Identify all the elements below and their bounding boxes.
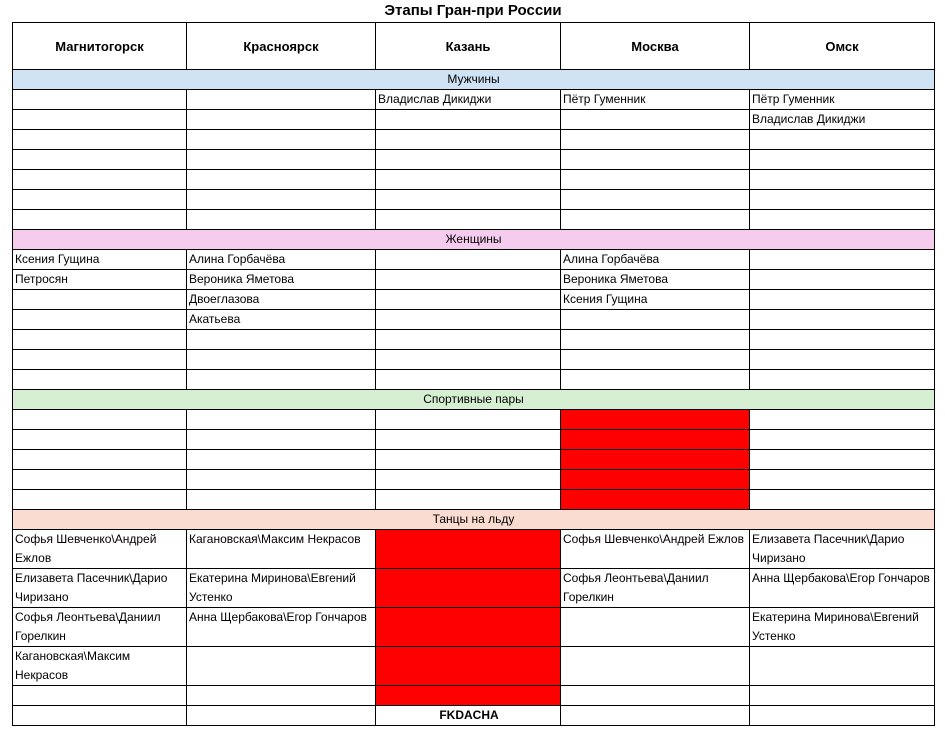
cell — [187, 350, 376, 370]
cell — [750, 470, 935, 490]
page-title: Этапы Гран-при России — [384, 2, 562, 19]
table-row — [13, 210, 935, 230]
unavailable-cell — [561, 430, 750, 450]
table-row — [13, 90, 935, 110]
column-header-omsk: Омск — [750, 23, 935, 70]
cell — [750, 210, 935, 230]
cell — [187, 647, 376, 686]
footer-row — [13, 706, 935, 726]
cell — [13, 430, 187, 450]
cell — [561, 608, 750, 647]
section-women — [13, 230, 935, 250]
cell — [750, 490, 935, 510]
cell — [376, 130, 561, 150]
cell — [13, 450, 187, 470]
cell — [561, 170, 750, 190]
table-row — [13, 490, 935, 510]
cell — [187, 150, 376, 170]
cell: Софья Шевченко\Андрей Ежлов — [13, 530, 187, 569]
cell: Анна Щербакова\Егор Гончаров — [750, 569, 935, 608]
cell — [750, 350, 935, 370]
cell — [750, 410, 935, 430]
cell — [376, 350, 561, 370]
section-label-dance: Танцы на льду — [13, 510, 935, 530]
cell — [13, 370, 187, 390]
unavailable-cell — [561, 450, 750, 470]
cell — [187, 110, 376, 130]
watermark-label: FKDACHA — [376, 706, 561, 726]
section-label-men: Мужчины — [13, 70, 935, 90]
cell: Елизавета Пасечник\Дарио Чиризано — [13, 569, 187, 608]
cell: Пётр Гуменник — [561, 90, 750, 110]
column-header-moscow: Москва — [561, 23, 750, 70]
cell: Анна Щербакова\Егор Гончаров — [187, 608, 376, 647]
table-row — [13, 110, 935, 130]
column-header-krasnoyarsk: Красноярск — [187, 23, 376, 70]
cell — [376, 190, 561, 210]
table-row — [13, 250, 935, 270]
cell — [750, 250, 935, 270]
cell — [13, 130, 187, 150]
table-row — [13, 430, 935, 450]
cell — [376, 290, 561, 310]
table-row — [13, 569, 935, 608]
column-header-magnitogorsk: Магнитогорск — [13, 23, 187, 70]
cell — [187, 330, 376, 350]
unavailable-cell — [376, 530, 561, 569]
cell: Владислав Дикиджи — [750, 110, 935, 130]
cell — [376, 150, 561, 170]
cell — [376, 370, 561, 390]
schedule-table — [12, 22, 935, 726]
cell — [561, 110, 750, 130]
cell — [13, 90, 187, 110]
cell — [13, 210, 187, 230]
cell — [561, 686, 750, 706]
section-men — [13, 70, 935, 90]
cell — [187, 450, 376, 470]
table-row — [13, 450, 935, 470]
cell — [376, 450, 561, 470]
table-row — [13, 270, 935, 290]
table-row — [13, 470, 935, 490]
cell — [187, 90, 376, 110]
cell: Владислав Дикиджи — [376, 90, 561, 110]
cell: Кагановская\Максим Некрасов — [187, 530, 376, 569]
cell: Акатьева — [187, 310, 376, 330]
cell — [561, 190, 750, 210]
cell — [750, 170, 935, 190]
cell — [187, 170, 376, 190]
cell — [561, 150, 750, 170]
cell — [750, 190, 935, 210]
cell — [750, 130, 935, 150]
unavailable-cell — [561, 470, 750, 490]
section-dance — [13, 510, 935, 530]
unavailable-cell — [376, 686, 561, 706]
cell: Софья Леонтьева\Даниил Горелкин — [561, 569, 750, 608]
cell — [187, 430, 376, 450]
table-row — [13, 170, 935, 190]
table-row — [13, 350, 935, 370]
cell: Софья Шевченко\Андрей Ежлов — [561, 530, 750, 569]
cell: Двоеглазова — [187, 290, 376, 310]
cell — [750, 370, 935, 390]
cell — [13, 490, 187, 510]
unavailable-cell — [376, 608, 561, 647]
cell — [13, 310, 187, 330]
cell — [750, 150, 935, 170]
cell — [561, 706, 750, 726]
cell: Вероника Яметова — [187, 270, 376, 290]
cell — [13, 686, 187, 706]
cell: Алина Горбачёва — [561, 250, 750, 270]
cell — [750, 430, 935, 450]
cell — [187, 190, 376, 210]
cell: Екатерина Миринова\Евгений Устенко — [750, 608, 935, 647]
header-row — [13, 23, 935, 70]
section-pairs — [13, 390, 935, 410]
cell — [376, 270, 561, 290]
cell — [750, 270, 935, 290]
cell — [187, 130, 376, 150]
table-row — [13, 290, 935, 310]
table-row — [13, 330, 935, 350]
cell — [187, 490, 376, 510]
cell: Алина Горбачёва — [187, 250, 376, 270]
cell — [13, 110, 187, 130]
cell — [187, 706, 376, 726]
cell — [561, 330, 750, 350]
table-row — [13, 686, 935, 706]
cell — [561, 350, 750, 370]
table-row — [13, 647, 935, 686]
cell: Вероника Яметова — [561, 270, 750, 290]
cell — [750, 450, 935, 470]
cell: Елизавета Пасечник\Дарио Чиризано — [750, 530, 935, 569]
column-header-kazan: Казань — [376, 23, 561, 70]
cell — [750, 686, 935, 706]
cell: Пётр Гуменник — [750, 90, 935, 110]
table-row — [13, 310, 935, 330]
cell — [376, 210, 561, 230]
cell — [561, 210, 750, 230]
cell — [750, 290, 935, 310]
table-row — [13, 130, 935, 150]
cell — [13, 706, 187, 726]
cell: Ксения Гущина — [561, 290, 750, 310]
cell — [561, 647, 750, 686]
cell — [13, 150, 187, 170]
cell — [13, 410, 187, 430]
cell — [187, 470, 376, 490]
cell — [750, 706, 935, 726]
cell — [13, 330, 187, 350]
unavailable-cell — [561, 490, 750, 510]
cell: Софья Леонтьева\Даниил Горелкин — [13, 608, 187, 647]
cell — [750, 310, 935, 330]
section-label-women: Женщины — [13, 230, 935, 250]
cell — [376, 330, 561, 350]
table-row — [13, 608, 935, 647]
cell: Кагановская\Максим Некрасов — [13, 647, 187, 686]
cell — [13, 470, 187, 490]
cell — [376, 110, 561, 130]
table-row — [13, 410, 935, 430]
cell: Ксения Гущина — [13, 250, 187, 270]
cell — [187, 410, 376, 430]
cell — [376, 410, 561, 430]
cell — [13, 170, 187, 190]
cell — [376, 170, 561, 190]
cell — [561, 310, 750, 330]
unavailable-cell — [376, 647, 561, 686]
cell — [376, 490, 561, 510]
cell — [376, 430, 561, 450]
cell — [187, 686, 376, 706]
cell — [750, 330, 935, 350]
section-label-pairs: Спортивные пары — [13, 390, 935, 410]
unavailable-cell — [376, 569, 561, 608]
cell — [750, 647, 935, 686]
cell — [187, 370, 376, 390]
cell — [561, 130, 750, 150]
cell — [13, 290, 187, 310]
cell — [376, 310, 561, 330]
table-row — [13, 150, 935, 170]
table-row — [13, 530, 935, 569]
unavailable-cell — [561, 410, 750, 430]
cell: Петросян — [13, 270, 187, 290]
table-row — [13, 370, 935, 390]
cell: Екатерина Миринова\Евгений Устенко — [187, 569, 376, 608]
cell — [13, 190, 187, 210]
cell — [561, 370, 750, 390]
cell — [376, 470, 561, 490]
cell — [187, 210, 376, 230]
table-row — [13, 190, 935, 210]
cell — [376, 250, 561, 270]
cell — [13, 350, 187, 370]
